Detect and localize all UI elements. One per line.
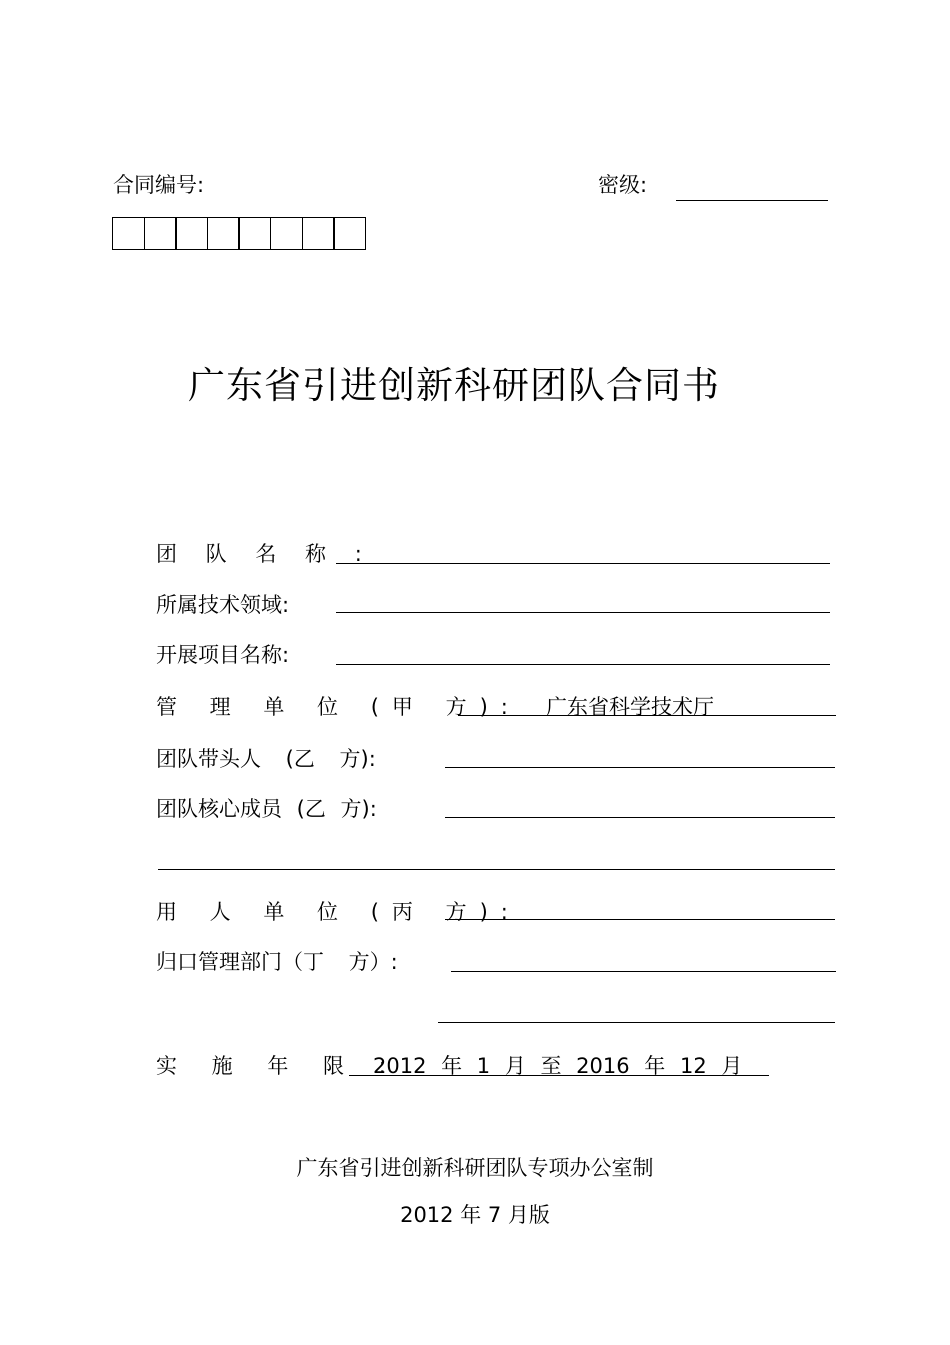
core-members-line[interactable] xyxy=(445,817,835,818)
dept-line-2[interactable] xyxy=(438,1022,835,1023)
dept-line[interactable] xyxy=(451,971,836,972)
manager-label: 管 理 单 位 (甲 方): xyxy=(156,695,521,719)
contract-number-box[interactable] xyxy=(333,217,366,250)
tech-field-label: 所属技术领域: xyxy=(156,593,290,617)
secret-level-label: 密级: xyxy=(598,173,648,197)
tech-field-line[interactable] xyxy=(336,612,830,613)
leader-label: 团队带头人 (乙 方): xyxy=(156,747,376,771)
period-label: 实 施 年 限 : xyxy=(156,1054,400,1078)
employer-label: 用 人 单 位 (丙 方): xyxy=(156,900,521,924)
period-value: 2012 年 1 月 至 2016 年 12 月 xyxy=(373,1054,743,1078)
contract-number-box[interactable] xyxy=(270,217,303,250)
project-name-label: 开展项目名称: xyxy=(156,643,290,667)
core-members-line-2[interactable] xyxy=(158,869,835,870)
leader-line[interactable] xyxy=(445,767,835,768)
team-name-label: 团 队 名 称 : xyxy=(156,542,373,566)
issuer-text: 广东省引进创新科研团队专项办公室制 xyxy=(296,1156,654,1180)
contract-number-box[interactable] xyxy=(175,217,208,250)
contract-number-boxes xyxy=(112,217,366,250)
dept-label: 归口管理部门（丁 方）: xyxy=(156,950,398,974)
team-name-line[interactable] xyxy=(336,563,830,564)
employer-line[interactable] xyxy=(445,919,835,920)
contract-number-box[interactable] xyxy=(112,217,145,250)
contract-number-box[interactable] xyxy=(144,217,177,250)
contract-number-box[interactable] xyxy=(207,217,240,250)
core-members-label: 团队核心成员 (乙 方): xyxy=(156,797,377,821)
contract-number-box[interactable] xyxy=(238,217,271,250)
contract-number-label: 合同编号: xyxy=(113,173,205,197)
manager-value: 广东省科学技术厅 xyxy=(546,695,714,719)
period-line[interactable] xyxy=(349,1075,769,1076)
secret-level-line[interactable] xyxy=(676,200,828,201)
manager-line[interactable] xyxy=(458,715,836,716)
contract-number-box[interactable] xyxy=(302,217,335,250)
edition-text: 2012 年 7 月版 xyxy=(400,1203,550,1227)
project-name-line[interactable] xyxy=(336,664,830,665)
document-title: 广东省引进创新科研团队合同书 xyxy=(188,364,720,407)
